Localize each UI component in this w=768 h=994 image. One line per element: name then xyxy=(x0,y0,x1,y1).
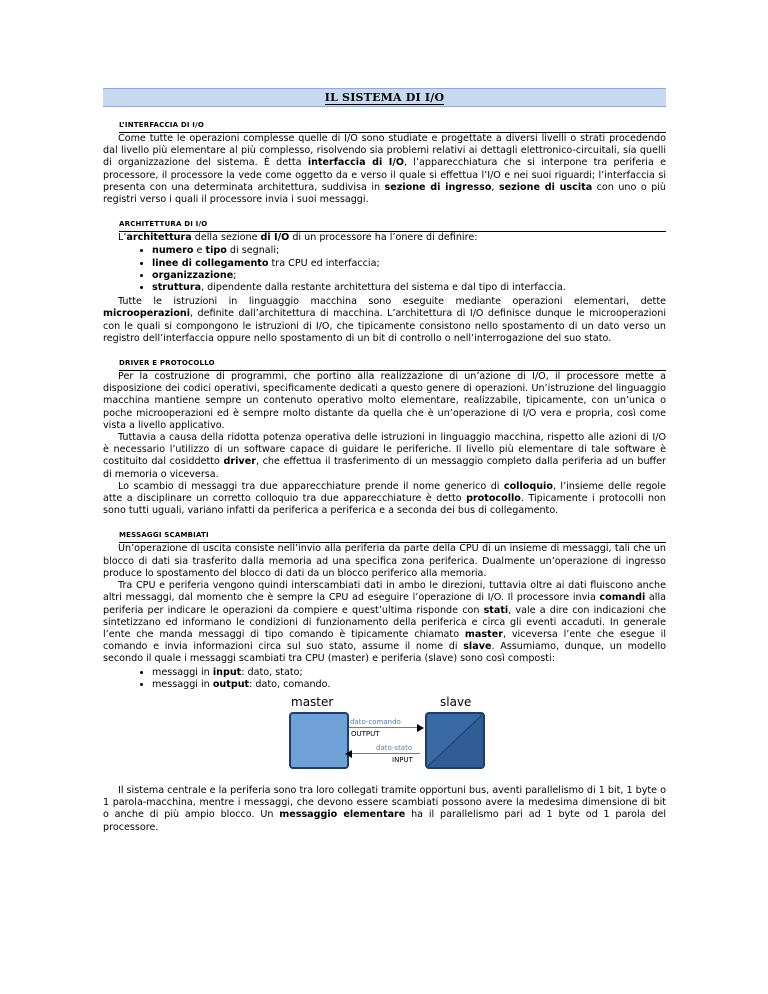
bold-term: colloquio xyxy=(503,480,553,492)
slave-diagonal-icon xyxy=(427,714,483,767)
section-heading: DRIVER E PROTOCOLLO xyxy=(119,359,666,371)
text-run: e xyxy=(193,245,206,257)
section-heading: L’INTERFACCIA DI I/O xyxy=(119,121,666,133)
text-run: , vale a dire con indicazioni che sintetizzano ed informano le condizioni di funzionamento della periferica e circa gli eventi accaduti. In generale l’ente che manda messaggi di tipo comando è tipicamente chiamato xyxy=(103,604,667,640)
text-run: Tutte le istruzioni in linguaggio macchina sono eseguite mediante operazioni elementari, dette xyxy=(118,296,666,308)
bold-term: di I/O xyxy=(260,232,290,244)
bold-term: driver xyxy=(223,456,256,468)
list-item xyxy=(152,282,666,294)
text-run: : dato, stato; xyxy=(241,666,303,678)
text-run: Tuttavia a causa della ridotta potenza operativa delle istruzioni in linguaggio macchina, rispetto alle azioni di I/O è necessario l’utilizzo di un software capace di guidare le periferiche. Il livello più elementare di tale software è costituito dal cosiddetto xyxy=(103,432,666,468)
input-caption: INPUT xyxy=(392,755,413,764)
bold-term: struttura xyxy=(152,282,202,294)
top-arrow-label: dato-comando xyxy=(350,717,401,726)
paragraph: Per la costruzione di programmi, che portino alla realizzazione di un’azione di I/O, il processore mette a disposizione dei codici operativi, specificamente dedicati a questo genere di operazioni. Un’istruzione del linguaggio macchina mantiene sempre un contenuto operativo molto elementare, realizzabile, tipicamente, con un’unica o poche microoperazioni ed è sempre molto distante da quella che è un’operazione di I/O vera e propria, così come vista a livello applicativo. xyxy=(103,371,666,431)
document-title: IL SISTEMA DI I/O xyxy=(324,91,445,104)
document-page xyxy=(103,88,666,834)
bullet-list xyxy=(103,245,666,294)
section-architettura xyxy=(103,220,666,345)
section-heading: MESSAGGI SCAMBIATI xyxy=(119,531,666,543)
bold-term: output xyxy=(212,678,250,690)
master-box xyxy=(289,712,349,769)
text-run: alla periferia per indicare le operazioni da compiere e quest’ultima risponde con xyxy=(103,592,667,616)
slave-box xyxy=(425,712,485,769)
master-label: master xyxy=(291,694,334,709)
paragraph xyxy=(103,133,666,206)
bold-term: protocollo xyxy=(466,493,521,505)
section-driver-protocollo xyxy=(103,359,666,517)
paragraph xyxy=(103,432,666,481)
output-arrow-line xyxy=(349,727,419,728)
text-run: , dipendente dalla restante architettura del sistema e dal tipo di interfaccia. xyxy=(201,282,566,294)
bottom-arrow-label: dato-stato xyxy=(376,743,413,752)
text-run: , viceversa l’ente che esegue il comando e invia informazioni circa sul suo stato, assume il nome di xyxy=(103,628,666,653)
text-run: messaggi in xyxy=(152,666,213,678)
text-run: . Assumiamo, dunque, un modello secondo il quale i messaggi scambiati tra CPU (master) e periferia (slave) sono così composti: xyxy=(103,641,667,665)
bold-term: interfaccia di I/O xyxy=(307,157,404,169)
paragraph xyxy=(103,296,666,345)
input-arrow-line xyxy=(350,753,420,754)
bold-term: microoperazioni xyxy=(103,308,191,320)
section-heading: ARCHITETTURA DI I/O xyxy=(119,220,666,232)
text-run: : dato, comando. xyxy=(249,678,331,690)
bold-term: messaggio elementare xyxy=(279,809,406,821)
text-run: . Tipicamente i protocolli non sono tutti uguali, variano infatti da periferica a periferica e a seconda dei bus di collegamento. xyxy=(103,493,666,517)
bold-term: comandi xyxy=(599,592,646,604)
text-run: Lo scambio di messaggi tra due apparecchiature prende il nome generico di xyxy=(118,480,504,492)
list-item xyxy=(152,667,666,679)
bold-term: numero xyxy=(152,245,194,257)
section-messaggi xyxy=(103,531,666,833)
slave-label: slave xyxy=(440,694,472,709)
text-run: , xyxy=(491,181,499,193)
section-interfaccia xyxy=(103,121,666,206)
output-arrowhead-icon xyxy=(417,724,424,732)
bold-term: sezione di ingresso xyxy=(384,181,492,193)
text-run: di un processore ha l’onere di definire: xyxy=(289,232,478,244)
text-run: L’ xyxy=(118,232,127,244)
list-item xyxy=(152,679,666,691)
text-run: tra CPU ed interfaccia; xyxy=(268,257,380,269)
text-run: di segnali; xyxy=(226,245,280,257)
master-slave-diagram xyxy=(103,695,666,785)
bullet-list xyxy=(103,667,666,691)
bold-term: linee di collegamento xyxy=(152,257,269,269)
text-run: messaggi in xyxy=(152,678,213,690)
text-run: , che effettua il trasferimento di un messaggio completo dalla periferia ad un buffer di memoria o viceversa. xyxy=(103,456,667,480)
text-run: della sezione xyxy=(191,232,261,244)
paragraph xyxy=(103,232,666,244)
paragraph: Un’operazione di uscita consiste nell’invio alla periferia da parte della CPU di un insieme di messaggi, tali che un blocco di dati sia trasferito dalla memoria ad una specifica zona periferica. Dualmente un’operazione di ingresso produce lo spostamento del blocco di dati da un blocco periferico alla memoria. xyxy=(103,543,666,579)
bold-term: input xyxy=(212,666,242,678)
bold-term: tipo xyxy=(205,245,227,257)
text-run: , definite dall’architettura di macchina. L’architettura di I/O definisce dunque le microoperazioni con le quali si compongono le istruzioni di I/O, che tipicamente consistono nello spostamento di un dato verso un registro dell’interfaccia oppure nello spostamento di un bit di controllo o nell’interrogazione del suo stato. xyxy=(103,308,666,344)
bold-term: master xyxy=(464,628,503,640)
bold-term: stati xyxy=(483,604,509,616)
input-arrowhead-icon xyxy=(345,750,352,758)
list-item xyxy=(152,245,666,257)
bold-term: sezione di uscita xyxy=(498,181,593,193)
text-run: ; xyxy=(233,269,237,281)
list-item xyxy=(152,270,666,282)
bold-term: organizzazione xyxy=(152,269,234,281)
text-run: Tra CPU e periferia vengono quindi interscambiati dati in ambo le direzioni, tuttavia oltre ai dati fluiscono anche altri messaggi, dal momento che è sempre la CPU ad eseguire l’operazione di I/O. Il processore invia xyxy=(103,580,666,604)
paragraph xyxy=(103,785,666,834)
paragraph xyxy=(103,481,666,518)
bold-term: slave xyxy=(463,641,492,653)
document-title-bar xyxy=(103,88,666,107)
text-run: , l’apparecchiatura che si interpone tra periferia e processore, il processore la vede come oggetto da e verso il quale si effettua l’I/O e nei suoi riguardi; l’interfaccia si presenta con una determinata architettura, suddivisa in xyxy=(103,157,666,193)
output-caption: OUTPUT xyxy=(351,729,380,738)
text-run: ha il parallelismo pari ad 1 byte od 1 parola del processore. xyxy=(103,809,666,833)
list-item xyxy=(152,258,666,270)
text-run: con uno o più registri verso i quali il processore invia i suoi messaggi. xyxy=(103,181,666,206)
text-run: , l’insieme delle regole atte a disciplinare un corretto colloquio tra due apparecchiature è detto xyxy=(103,480,666,505)
paragraph xyxy=(103,580,666,665)
text-run: Come tutte le operazioni complesse quelle di I/O sono studiate e progettate a diversi livelli o strati procedendo dal livello più elementare al più complesso, risolvendo sia problemi relativi ai dettagli elettronico-circuitali, sia quelli di organizzazione del sistema. È detta xyxy=(103,133,666,169)
bold-term: architettura xyxy=(126,232,192,244)
text-run: Il sistema centrale e la periferia sono tra loro collegati tramite opportuni bus, aventi parallelismo di 1 bit, 1 byte o 1 parola-macchina, mentre i messaggi, che devono essere scambiati possono avere la medesima dimensione di bit o anche di più ampio blocco. Un xyxy=(103,784,666,821)
